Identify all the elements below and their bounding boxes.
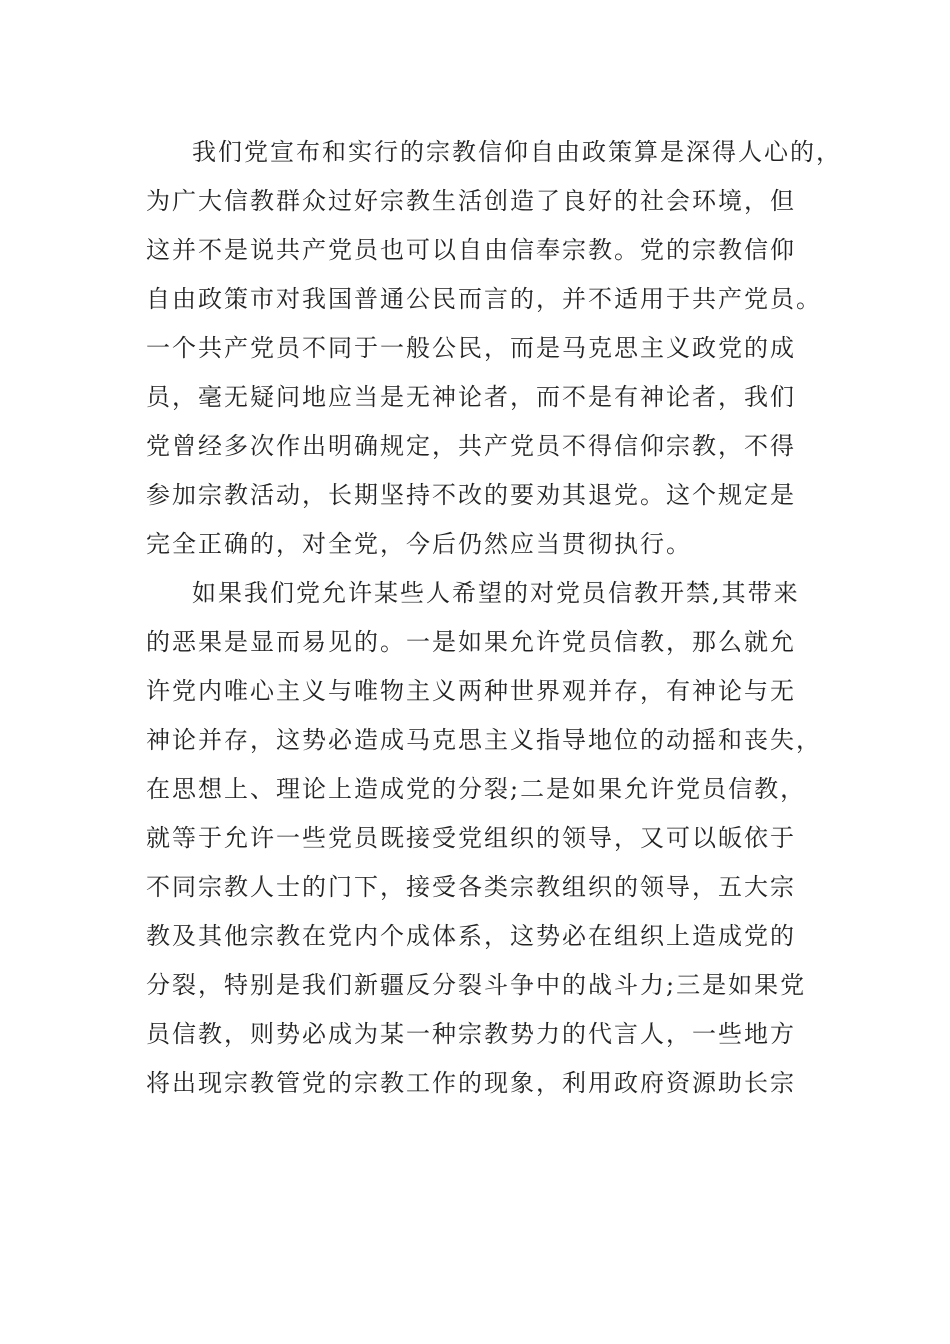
text-line: 完全正确的，对全党，今后仍然应当贯彻执行。 [146,530,692,558]
text-line: 党曾经多次作出明确规定，共产党员不得信仰宗教，不得 [146,432,796,460]
text-line: 不同宗教人士的门下，接受各类宗教组织的领导，五大宗 [146,873,796,901]
text-line: 参加宗教活动，长期坚持不改的要劝其退党。这个规定是 [146,481,796,509]
paragraph-1 [146,128,842,569]
text-line: 将出现宗教管党的宗教工作的现象，利用政府资源助长宗 [146,1069,796,1097]
text-line: 分裂，特别是我们新疆反分裂斗争中的战斗力;三是如果党 [146,971,807,999]
text-line: 许党内唯心主义与唯物主义两种世界观并存，有神论与无 [146,677,796,705]
text-line: 员信教，则势必成为某一种宗教势力的代言人，一些地方 [146,1020,796,1048]
text-line: 我们党宣布和实行的宗教信仰自由政策算是深得人心的， [192,138,842,166]
text-line: 自由政策市对我国普通公民而言的，并不适用于共产党员。 [146,285,822,313]
text-line: 就等于允许一些党员既接受党组织的领导，又可以皈依于 [146,824,796,852]
text-line: 神论并存，这势必造成马克思主义指导地位的动摇和丧失， [146,726,822,754]
document-body [146,128,842,1108]
text-line: 教及其他宗教在党内个成体系，这势必在组织上造成党的 [146,922,796,950]
text-line: 在思想上、理论上造成党的分裂;二是如果允许党员信教， [146,775,807,803]
text-line: 为广大信教群众过好宗教生活创造了良好的社会环境，但 [146,187,796,215]
text-line: 一个共产党员不同于一般公民，而是马克思主义政党的成 [146,334,796,362]
paragraph-2 [146,569,836,1108]
text-line: 这并不是说共产党员也可以自由信奉宗教。党的宗教信仰 [146,236,796,264]
text-line: 员，毫无疑问地应当是无神论者，而不是有神论者，我们 [146,383,796,411]
text-line: 如果我们党允许某些人希望的对党员信教开禁,其带来 [192,579,800,607]
text-line: 的恶果是显而易见的。一是如果允许党员信教，那么就允 [146,628,796,656]
